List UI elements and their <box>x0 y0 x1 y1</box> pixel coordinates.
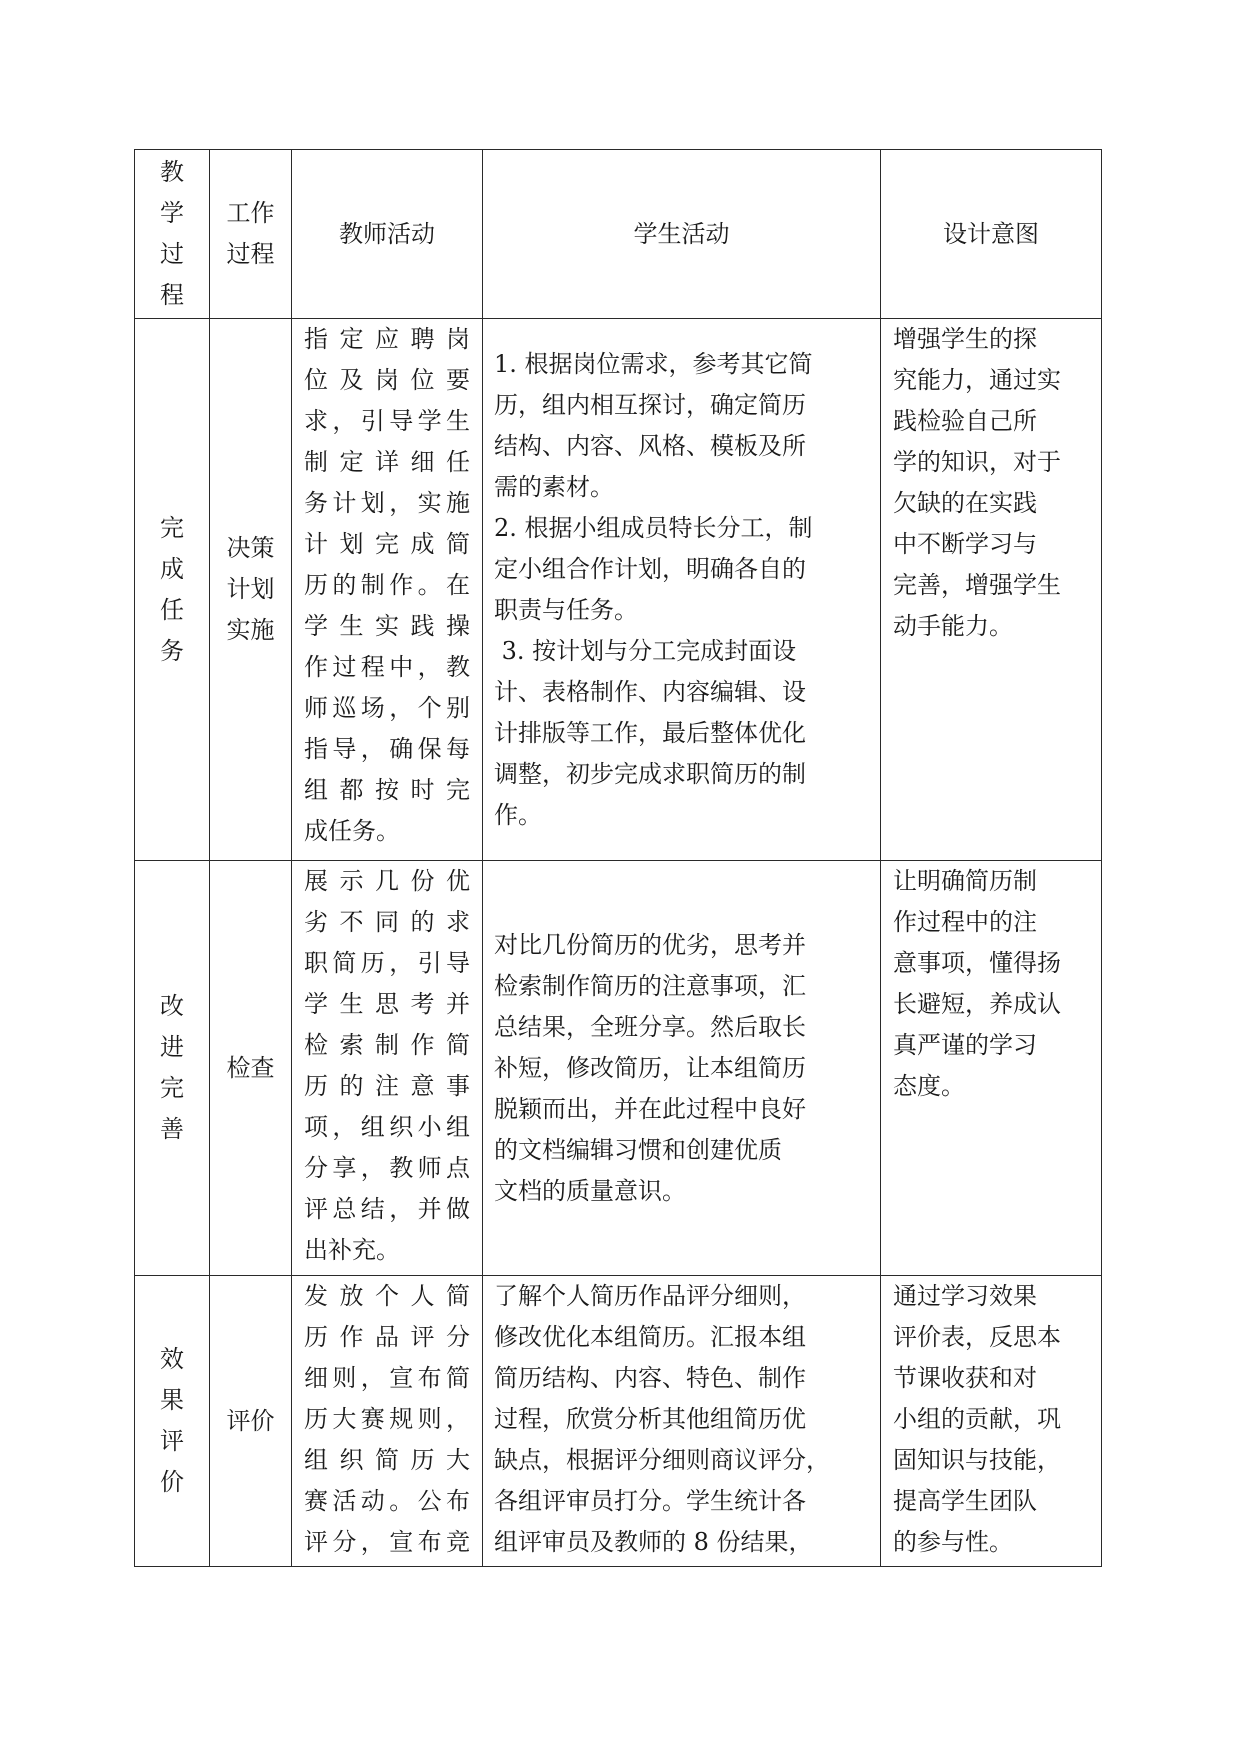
table-row <box>135 319 1102 861</box>
teacher-activity-cell: 指定应聘岗 位及岗位要 求，引导学生 制定详细任 务计划，实施 计划完成简 历的制作。在 学生实践操 作过程中，教 师巡场，个别 指导，确保每 组都按时完 成任务。 <box>292 319 483 861</box>
process-cell: 检查 <box>210 861 292 1276</box>
design-intent-cell: 让明确简历制 作过程中的注 意事项，懂得扬 长避短，养成认 真严谨的学习 态度。 <box>881 861 1102 1276</box>
process-cell: 决策 计划 实施 <box>210 319 292 861</box>
student-activity-cell: 了解个人简历作品评分细则， 修改优化本组简历。汇报本组 简历结构、内容、特色、制作 过程，欣赏分析其他组简历优 缺点，根据评分细则商议评分， 各组评审员打分。学生统计各 组评审员及教师的 8 份结果， <box>483 1276 881 1567</box>
header-work-process: 工作 过程 <box>210 150 292 319</box>
teacher-activity-cell: 展示几份优 劣不同的求 职简历，引导 学生思考并 检索制作简 历的注意事 项，组织小组 分享，教师点 评总结，并做 出补充。 <box>292 861 483 1276</box>
student-activity-cell: 1. 根据岗位需求，参考其它简 历，组内相互探讨，确定简历 结构、内容、风格、模板及所 需的素材。 2. 根据小组成员特长分工，制 定小组合作计划，明确各自的 职责与任务。 3. 按计划与分工完成封面设 计、表格制作、内容编辑、设 计排版等工作，最后整体优化 调整，初步完成求职简历的制 作。 <box>483 319 881 861</box>
table-header-row <box>135 150 1102 319</box>
design-intent-cell: 增强学生的探 究能力，通过实 践检验自己所 学的知识，对于 欠缺的在实践 中不断学习与 完善，增强学生 动手能力。 <box>881 319 1102 861</box>
design-intent-cell: 通过学习效果 评价表，反思本 节课收获和对 小组的贡献，巩 固知识与技能， 提高学生团队 的参与性。 <box>881 1276 1102 1567</box>
stage-cell: 完 成 任 务 <box>135 319 210 861</box>
student-activity-cell: 对比几份简历的优劣，思考并 检索制作简历的注意事项，汇 总结果，全班分享。然后取长 补短，修改简历，让本组简历 脱颖而出，并在此过程中良好 的文档编辑习惯和创建优质 文档的质量意识。 <box>483 861 881 1276</box>
lesson-plan-table <box>134 149 1102 1567</box>
header-teaching-process: 教 学 过 程 <box>135 150 210 319</box>
table-row <box>135 1276 1102 1567</box>
header-teacher-activity: 教师活动 <box>292 150 483 319</box>
table-row <box>135 861 1102 1276</box>
stage-cell: 效 果 评 价 <box>135 1276 210 1567</box>
header-student-activity: 学生活动 <box>483 150 881 319</box>
teacher-activity-cell: 发放个人简 历作品评分 细则，宣布简 历大赛规则， 组织简历大 赛活动。公布 评分，宣布竞 <box>292 1276 483 1567</box>
stage-cell: 改 进 完 善 <box>135 861 210 1276</box>
header-design-intent: 设计意图 <box>881 150 1102 319</box>
process-cell: 评价 <box>210 1276 292 1567</box>
